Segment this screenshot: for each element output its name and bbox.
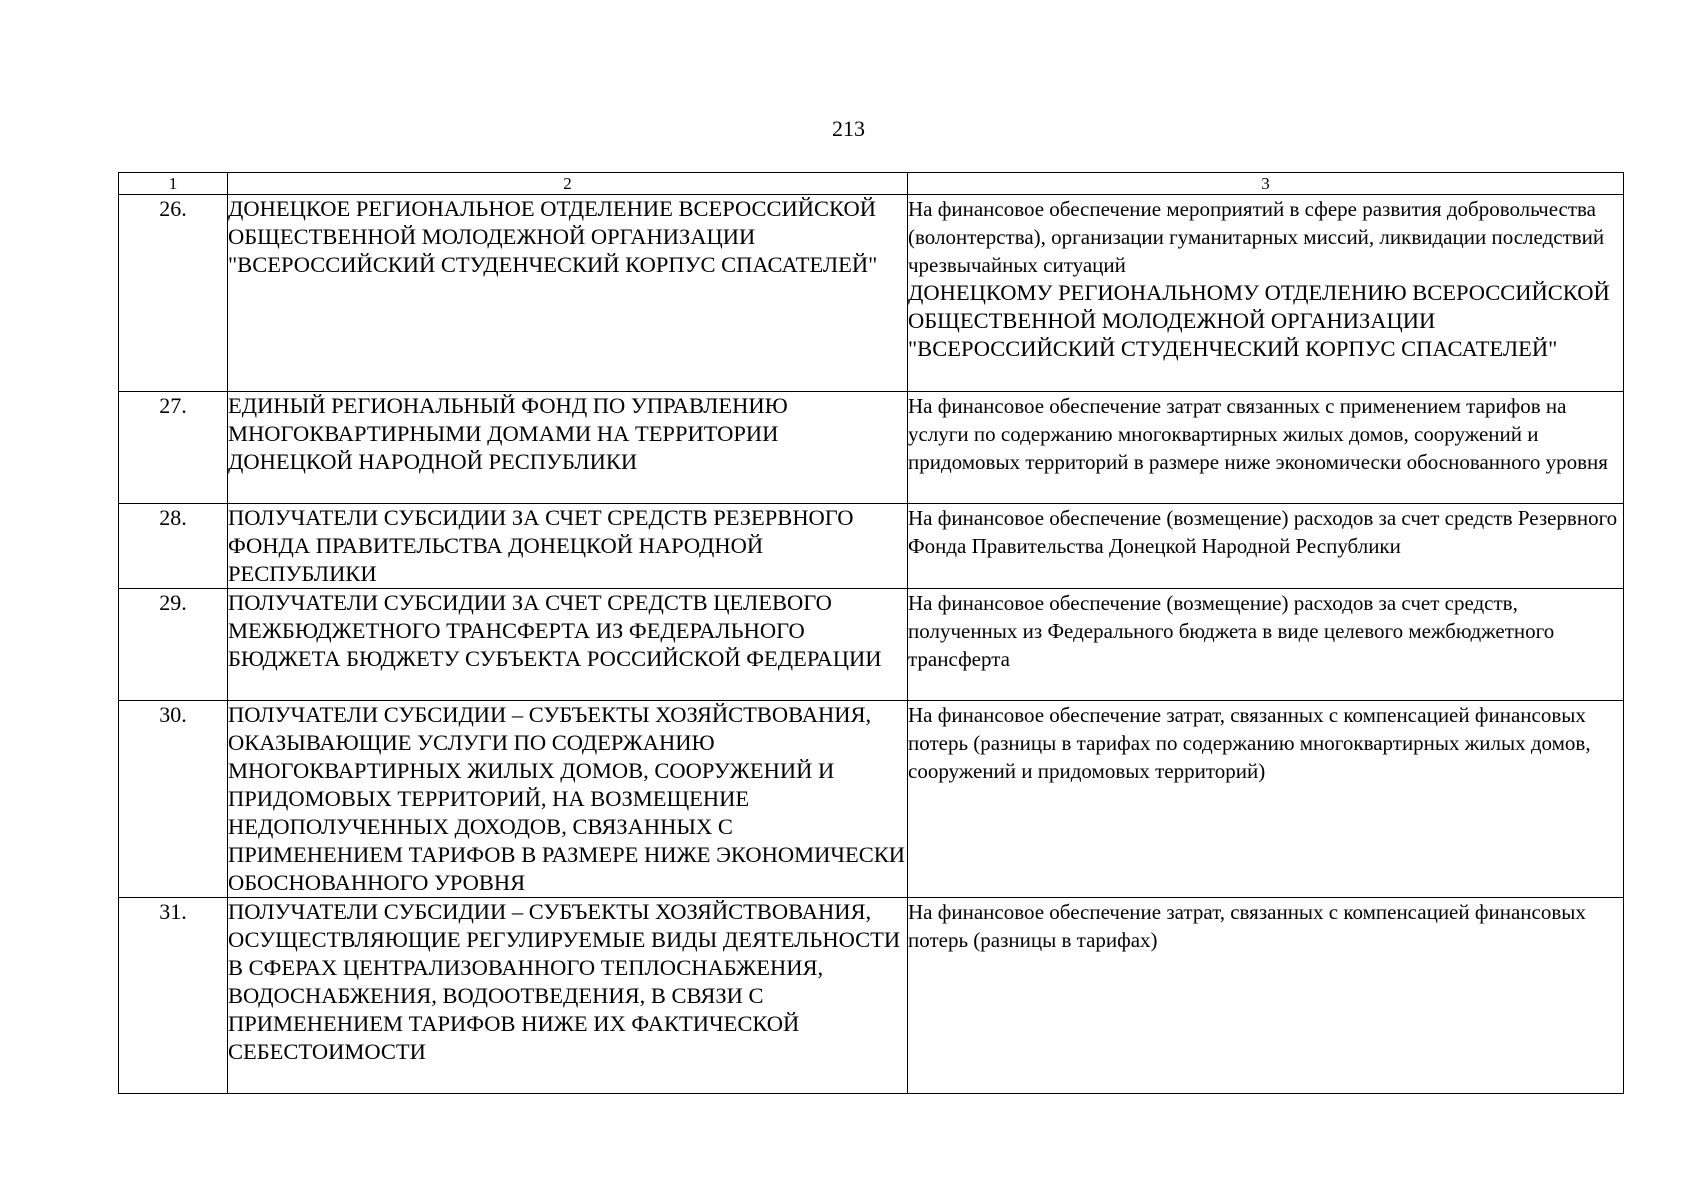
recipient-name: ПОЛУЧАТЕЛИ СУБСИДИИ ЗА СЧЕТ СРЕДСТВ ЦЕЛЕВОГО МЕЖБЮДЖЕТНОГО ТРАНСФЕРТА ИЗ ФЕДЕРАЛЬНОГО БЮДЖЕТА БЮДЖЕТУ СУБЪЕКТА РОССИЙСКОЙ ФЕДЕРАЦИИ	[228, 589, 908, 701]
page-number: 213	[832, 116, 865, 141]
row-number: 27.	[119, 392, 228, 504]
row-number: 26.	[119, 195, 228, 392]
recipient-name: ПОЛУЧАТЕЛИ СУБСИДИИ – СУБЪЕКТЫ ХОЗЯЙСТВОВАНИЯ, ОСУЩЕСТВЛЯЮЩИЕ РЕГУЛИРУЕМЫЕ ВИДЫ ДЕЯТЕЛЬНОСТИ В СФЕРАХ ЦЕНТРАЛИЗОВАННОГО ТЕПЛОСНАБЖЕНИЯ, ВОДОСНАБЖЕНИЯ, ВОДООТВЕДЕНИЯ, В СВЯЗИ С ПРИМЕНЕНИЕМ ТАРИФОВ НИЖЕ ИХ ФАКТИЧЕСКОЙ СЕБЕСТОИМОСТИ	[228, 898, 908, 1094]
subsidy-purpose: На финансовое обеспечение затрат связанных с применением тарифов на услуги по содержанию многоквартирных жилых домов, сооружений и придомовых территорий в размере ниже экономически обоснованного уровня	[908, 392, 1624, 504]
table-row	[119, 898, 1624, 1094]
subsidy-recipients-table	[118, 172, 1624, 1094]
table-row	[119, 504, 1624, 589]
recipient-name: ДОНЕЦКОЕ РЕГИОНАЛЬНОЕ ОТДЕЛЕНИЕ ВСЕРОССИЙСКОЙ ОБЩЕСТВЕННОЙ МОЛОДЕЖНОЙ ОРГАНИЗАЦИИ "ВСЕРОССИЙСКИЙ СТУДЕНЧЕСКИЙ КОРПУС СПАСАТЕЛЕЙ"	[228, 195, 908, 392]
recipient-name: ЕДИНЫЙ РЕГИОНАЛЬНЫЙ ФОНД ПО УПРАВЛЕНИЮ МНОГОКВАРТИРНЫМИ ДОМАМИ НА ТЕРРИТОРИИ ДОНЕЦКОЙ НАРОДНОЙ РЕСПУБЛИКИ	[228, 392, 908, 504]
table-row	[119, 701, 1624, 898]
row-number: 28.	[119, 504, 228, 589]
subsidy-purpose: На финансовое обеспечение (возмещение) расходов за счет средств Резервного Фонда Правительства Донецкой Народной Республики	[908, 504, 1624, 589]
subsidy-purpose: На финансовое обеспечение (возмещение) расходов за счет средств, полученных из Федерального бюджета в виде целевого межбюджетного трансферта	[908, 589, 1624, 701]
column-header-1: 1	[119, 173, 228, 195]
table-row	[119, 392, 1624, 504]
row-number: 30.	[119, 701, 228, 898]
table-header-row	[119, 173, 1624, 195]
recipient-name: ПОЛУЧАТЕЛИ СУБСИДИИ ЗА СЧЕТ СРЕДСТВ РЕЗЕРВНОГО ФОНДА ПРАВИТЕЛЬСТВА ДОНЕЦКОЙ НАРОДНОЙ РЕСПУБЛИКИ	[228, 504, 908, 589]
column-header-3: 3	[908, 173, 1624, 195]
table-row	[119, 195, 1624, 392]
table-row	[119, 589, 1624, 701]
subsidy-purpose-text: На финансовое обеспечение мероприятий в сфере развития добровольчества (волонтерства), организации гуманитарных миссий, ликвидации последствий чрезвычайных ситуаций	[908, 197, 1605, 277]
row-number: 29.	[119, 589, 228, 701]
subsidy-purpose: На финансовое обеспечение затрат, связанных с компенсацией финансовых потерь (разницы в тарифах по содержанию многоквартирных жилых домов, сооружений и придомовых территорий)	[908, 701, 1624, 898]
recipient-name: ПОЛУЧАТЕЛИ СУБСИДИИ – СУБЪЕКТЫ ХОЗЯЙСТВОВАНИЯ, ОКАЗЫВАЮЩИЕ УСЛУГИ ПО СОДЕРЖАНИЮ МНОГОКВАРТИРНЫХ ЖИЛЫХ ДОМОВ, СООРУЖЕНИЙ И ПРИДОМОВЫХ ТЕРРИТОРИЙ, НА ВОЗМЕЩЕНИЕ НЕДОПОЛУЧЕННЫХ ДОХОДОВ, СВЯЗАННЫХ С ПРИМЕНЕНИЕМ ТАРИФОВ В РАЗМЕРЕ НИЖЕ ЭКОНОМИЧЕСКИ ОБОСНОВАННОГО УРОВНЯ	[228, 701, 908, 898]
subsidy-purpose: На финансовое обеспечение затрат, связанных с компенсацией финансовых потерь (разницы в тарифах)	[908, 898, 1624, 1094]
row-number: 31.	[119, 898, 228, 1094]
column-header-2: 2	[228, 173, 908, 195]
subsidy-purpose-recipient: ДОНЕЦКОМУ РЕГИОНАЛЬНОМУ ОТДЕЛЕНИЮ ВСЕРОССИЙСКОЙ ОБЩЕСТВЕННОЙ МОЛОДЕЖНОЙ ОРГАНИЗАЦИИ "ВСЕРОССИЙСКИЙ СТУДЕНЧЕСКИЙ КОРПУС СПАСАТЕЛЕЙ"	[908, 280, 1610, 361]
subsidy-purpose	[908, 195, 1624, 392]
